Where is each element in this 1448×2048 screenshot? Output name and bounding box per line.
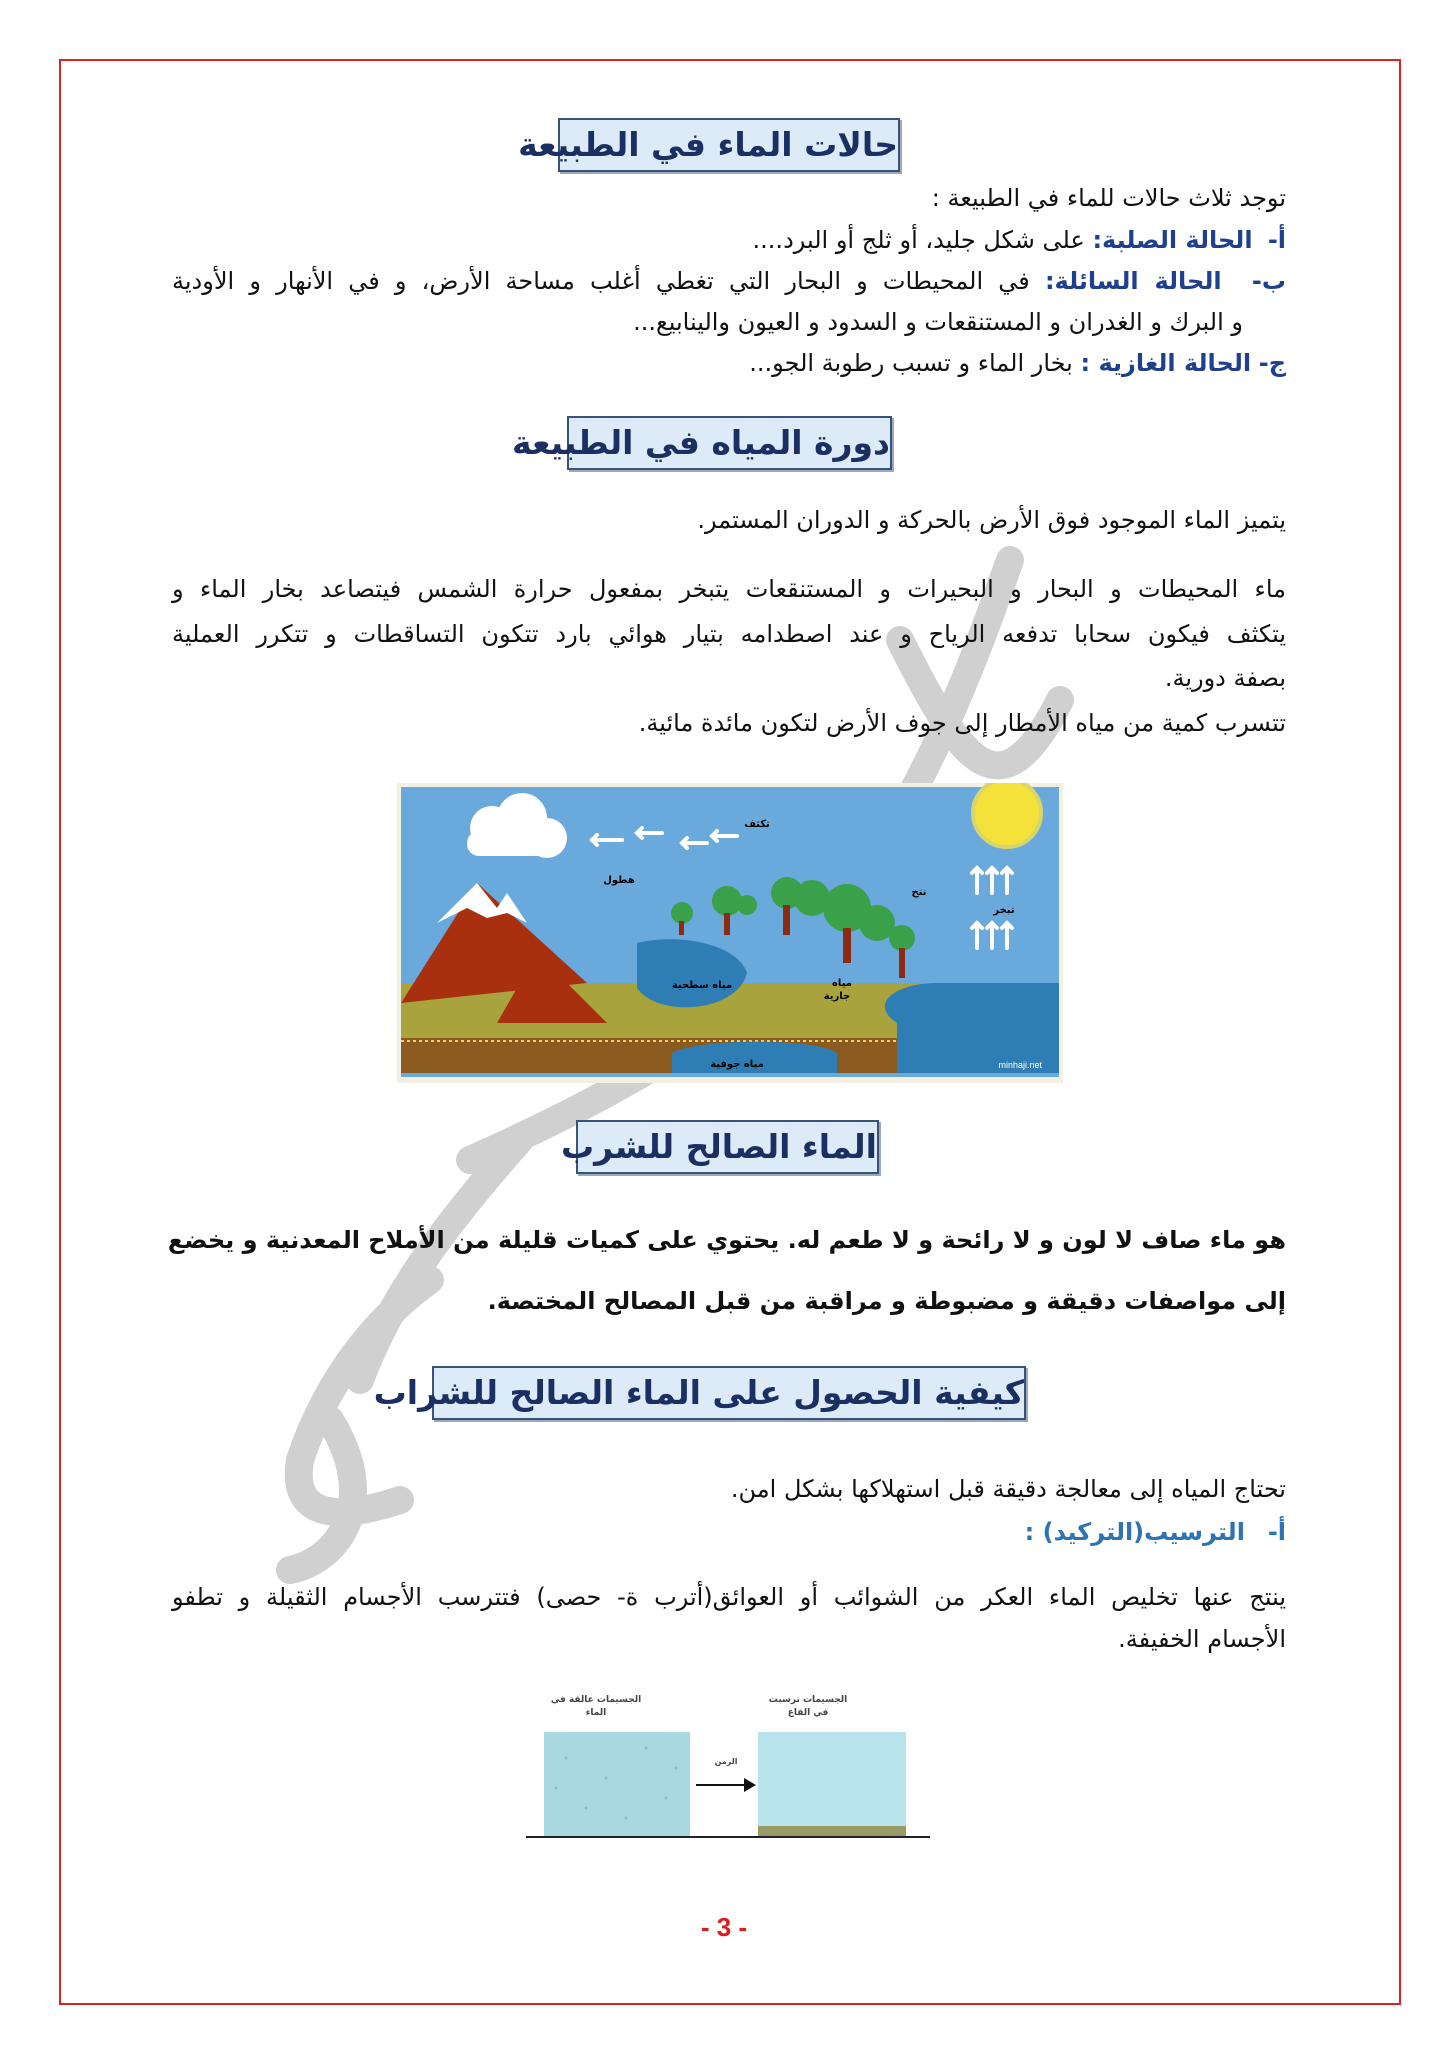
item-marker: ب- (1251, 267, 1286, 295)
arrow-right-icon (696, 1778, 756, 1792)
cycle-p2-line: يتكثف فيكون سحابا تدفعه الرياح و عند اصطدامه بتيار هوائي بارد تتكون التساقطات و تتكرر العملية (172, 620, 1286, 648)
state-item-solid (753, 226, 1286, 254)
step-title: الترسيب(التركيد) : (1024, 1518, 1245, 1546)
label-running-water: جارية (823, 991, 851, 1002)
label-condensation: تكثف (744, 819, 770, 830)
state-term: الحالة الغازية : (1080, 349, 1252, 377)
potable-line: هو ماء صاف لا لون و لا رائحة و لا طعم له. يحتوي على كميات قليلة من الأملاح المعدنية و يخضع (167, 1226, 1286, 1254)
state-text: بخار الماء و تسبب رطوبة الجو... (749, 349, 1081, 377)
image-credit: minhaji.net (998, 1060, 1042, 1070)
section-title-obtaining: كيفية الحصول على الماء الصالح للشراب (432, 1366, 1026, 1420)
cycle-p2-line: ماء المحيطات و البحار و البحيرات و المستنقعات يتبخر بمفعول حرارة الشمس فيتصاعد بخار الماء و (172, 575, 1286, 603)
label-transpiration: نتح (911, 887, 927, 898)
left-caption: الجسيمات عالقة في (550, 1695, 642, 1705)
sedimentation-figure (526, 1688, 936, 1848)
section-title-cycle: دورة المياه في الطبيعة (567, 416, 892, 470)
state-term: الحالة السائلة: (1044, 267, 1222, 295)
sediment (758, 1826, 906, 1836)
state-term: الحالة الصلبة: (1092, 226, 1253, 254)
step-marker: أ- (1267, 1518, 1286, 1546)
water-cycle-diagram (397, 783, 1063, 1083)
cycle-p3: تتسرب كمية من مياه الأمطار إلى جوف الأرض لتكون مائدة مائية. (638, 709, 1286, 737)
left-caption: الماء (585, 1708, 607, 1718)
state-text: على شكل جليد، أو ثلج أو البرد.... (752, 226, 1093, 254)
obtaining-intro: تحتاج المياه إلى معالجة دقيقة قبل استهلاكها بشكل امن. (730, 1475, 1286, 1503)
label-precipitation: هطول (603, 875, 635, 886)
section-title-states: حالات الماء في الطبيعة (558, 118, 900, 172)
clear-water (758, 1732, 906, 1828)
state-text: في المحيطات و البحار التي تغطي أغلب مساحة الأرض، و في الأنهار و الأودية (172, 267, 1045, 295)
step-line: ينتج عنها تخليص الماء العكر من الشوائب أو العوائق(أترب ة- حصى) فتترسب الأجسام الثقيلة و تطفو (172, 1583, 1286, 1611)
cycle-p2-line: بصفة دورية. (1164, 664, 1286, 692)
right-caption: الجسيمات ترسبت (768, 1695, 848, 1705)
arrow-label: الزمن (714, 1757, 738, 1766)
cycle-p1: يتميز الماء الموجود فوق الأرض بالحركة و الدوران المستمر. (697, 506, 1286, 534)
section-title-potable: الماء الصالح للشرب (576, 1120, 879, 1174)
label-groundwater: مياه جوفية (710, 1059, 764, 1070)
label-evaporation: تبخر (993, 905, 1015, 916)
state-item-liquid-cont: و البرك و الغدران و المستنقعات و السدود و العيون والينابيع... (633, 308, 1243, 336)
state-item-gas (749, 349, 1286, 377)
label-surface-water: مياه سطحية (671, 980, 733, 991)
step-heading (1025, 1518, 1286, 1546)
page-number: - 3 - (700, 1912, 748, 1942)
turbid-water (544, 1732, 690, 1836)
right-caption: في القاع (787, 1708, 829, 1718)
item-marker: أ- (1267, 226, 1286, 254)
item-marker: ج- (1258, 349, 1286, 377)
state-item-liquid (172, 267, 1286, 295)
label-running-water: مياه (832, 978, 852, 989)
potable-line: إلى مواصفات دقيقة و مضبوطة و مراقبة من قبل المصالح المختصة. (487, 1287, 1286, 1315)
sun-icon (973, 783, 1041, 847)
step-line: الأجسام الخفيفة. (1118, 1625, 1286, 1653)
states-intro: توجد ثلاث حالات للماء في الطبيعة : (931, 184, 1286, 212)
